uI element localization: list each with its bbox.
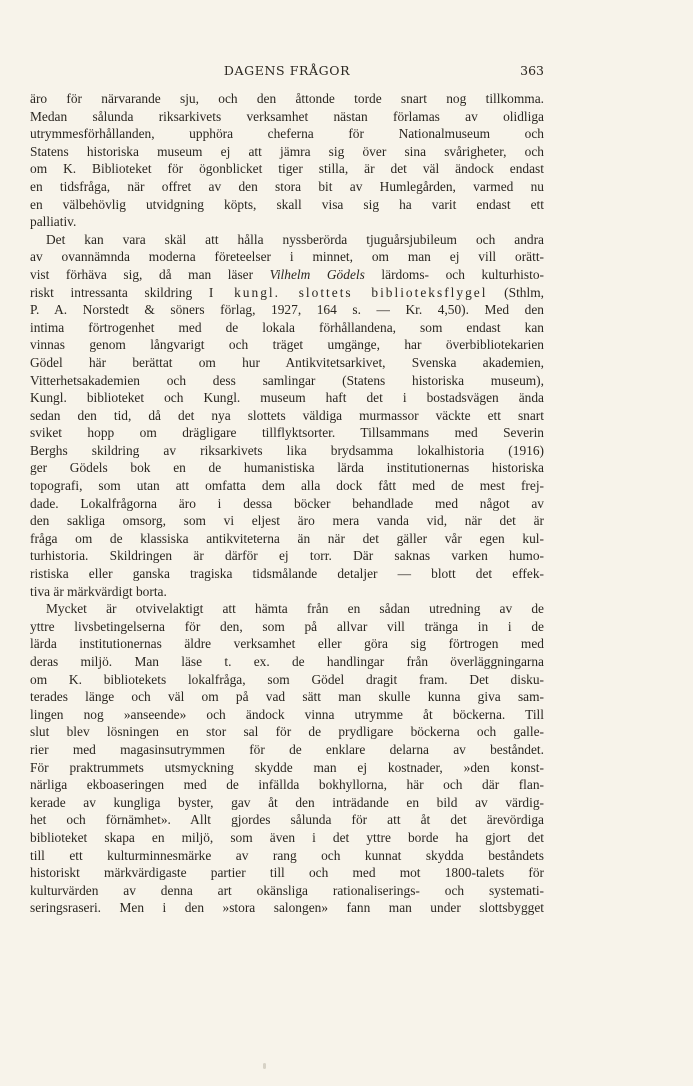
text-line: intima förtrogenhet med de lokala förhållandena, som endast kan [30, 319, 544, 335]
text-segment: vist förhäva sig, då man läser [30, 266, 270, 282]
paper-speck [263, 1063, 266, 1069]
text-line: dade. Lokalfrågorna äro i dessa böcker behandlade med något av [30, 495, 544, 511]
text-line: Det kan vara skäl att hålla nyssberörda tjuguårsjubileum och andra [46, 231, 544, 247]
text-line: biblioteket skapa en miljö, som även i det yttre borde ha gjort det [30, 829, 544, 845]
text-line: lärda institutionernas äldre verksamhet eller göra sig förtrogen med [30, 636, 544, 652]
text-line: sedan den tid, då det nya slottets väldiga murmassor väckte ett snart [30, 407, 544, 423]
text-line: om K. bibliotekets lokalfråga, som Gödel dragit fram. Det disku- [30, 671, 544, 687]
book-title: I kungl. slottets biblioteksflygel [208, 284, 488, 300]
text-line: äro för närvarande sju, och den åttonde torde snart nog tillkomma. [30, 91, 544, 106]
text-line: kerade av kungliga byster, gav åt den inträdande en bild av värdig- [30, 794, 544, 810]
text-line: het och förnämhet». Allt gjordes sålunda för att åt det ärevördiga [30, 812, 544, 828]
text-line: Gödel här berättat om hur Antikvitetsarkivet, Svenska akademien, [30, 354, 544, 370]
text-segment: lärdoms- och kulturhisto- [364, 266, 544, 282]
text-line: historiskt märkvärdigaste partier till och med mot 1800-talets för [30, 865, 544, 881]
text-line: seringsraseri. Men i den »stora salongen» fann man under slottsbygget [30, 900, 544, 916]
author-name: Vilhelm Gödels [269, 266, 365, 282]
text-line: palliativ. [30, 214, 77, 230]
text-line: För praktrummets utsmyckning skydde man ej kostnader, »den konst- [30, 759, 544, 775]
text-line: till ett kulturminnesmärke av rang och kunnat skydda beståndets [30, 847, 544, 863]
text-line: terades länge och väl om på vad sätt man skulle kunna giva sam- [30, 689, 544, 705]
text-line: rier med magasinsutrymmen för de enklare delarna av beståndet. [30, 741, 544, 757]
text-line: om K. Biblioteket för ögonblicket tiger stilla, är det väl ändock endast [30, 161, 544, 177]
text-line: topografi, som utan att omfatta dem alla dock fått med de mest frej- [30, 478, 544, 494]
text-line: ger Gödels bok en de humanistiska lärda institutionernas historiska [30, 460, 544, 476]
text-line [30, 284, 544, 302]
text-line: Kungl. biblioteket och Kungl. museum haft det i bostadsvägen ända [30, 390, 544, 406]
text-line: närliga ekboaseringen med de infällda bokhyllorna, här och där flan- [30, 777, 544, 793]
running-head: DAGENS FRÅGOR [223, 63, 351, 78]
page-header [30, 62, 544, 80]
text-segment: (Sthlm, [487, 284, 544, 300]
text-line: turhistoria. Skildringen är därför ej torr. Där saknas varken humo- [30, 548, 544, 564]
page-number: 363 [520, 63, 544, 78]
text-line: Mycket är otvivelaktigt att hämta från en sådan utredning av de [46, 601, 544, 617]
text-line: en välbehövlig utvidgning köpts, skall visa sig ha varit endast ett [30, 196, 544, 212]
text-segment: riskt intressanta skildring [30, 284, 209, 300]
text-line: ristiska eller ganska tragiska tidsmålande detaljer — blott det effek- [30, 566, 544, 582]
text-line: deras miljö. Man läse t. ex. de handlingar från överläggningarna [30, 654, 544, 669]
text-line: Medan sålunda riksarkivets verksamhet nästan förlamas av olidliga [30, 108, 544, 124]
text-line: lingen nog »anseende» och ändock vinna utrymme åt böckerna. Till [30, 706, 544, 722]
text-line [30, 266, 544, 284]
text-line: tiva är märkvärdigt borta. [30, 583, 167, 599]
text-line: av ovannämnda moderna företeelser i minnet, om man ej vill orätt- [30, 249, 544, 265]
text-line: en tidsfråga, när offret av den stora bit av Humlegården, varmed nu [30, 178, 544, 194]
body-text [30, 90, 544, 917]
text-line: slut blev lösningen en stor sal för de prydligare böckerna och galle- [30, 724, 544, 740]
text-line: utrymmesförhållanden, upphöra cheferna för Nationalmuseum och [30, 126, 544, 142]
text-line: Vitterhetsakademien och dess samlingar (Statens historiska museum), [30, 372, 544, 388]
text-line: Berghs skildring av riksarkivets lika brydsamma lokalhistoria (1916) [30, 442, 544, 458]
text-line: Statens historiska museum ej att jämra sig över sina svårigheter, och [30, 143, 544, 159]
text-line: fråga om de klassiska antikviteterna än när det gäller vår egen kul- [30, 530, 544, 546]
text-line: P. A. Norstedt & söners förlag, 1927, 164 s. — Kr. 4,50). Med den [30, 302, 544, 318]
text-line: sviket hopp om drägligare tillflyktsorter. Tillsammans med Severin [30, 425, 544, 441]
text-line: vinnas genom långvarigt och träget umgänge, har överbibliotekarien [30, 337, 544, 353]
text-line: den sakliga omsorg, som vi eljest äro mera vanda vid, när det är [30, 513, 544, 529]
text-line: kulturvärden av denna art okänsliga rationaliserings- och systemati- [30, 882, 544, 898]
text-line: yttre livsbetingelserna för den, som på allvar vill tränga in i de [30, 618, 544, 634]
